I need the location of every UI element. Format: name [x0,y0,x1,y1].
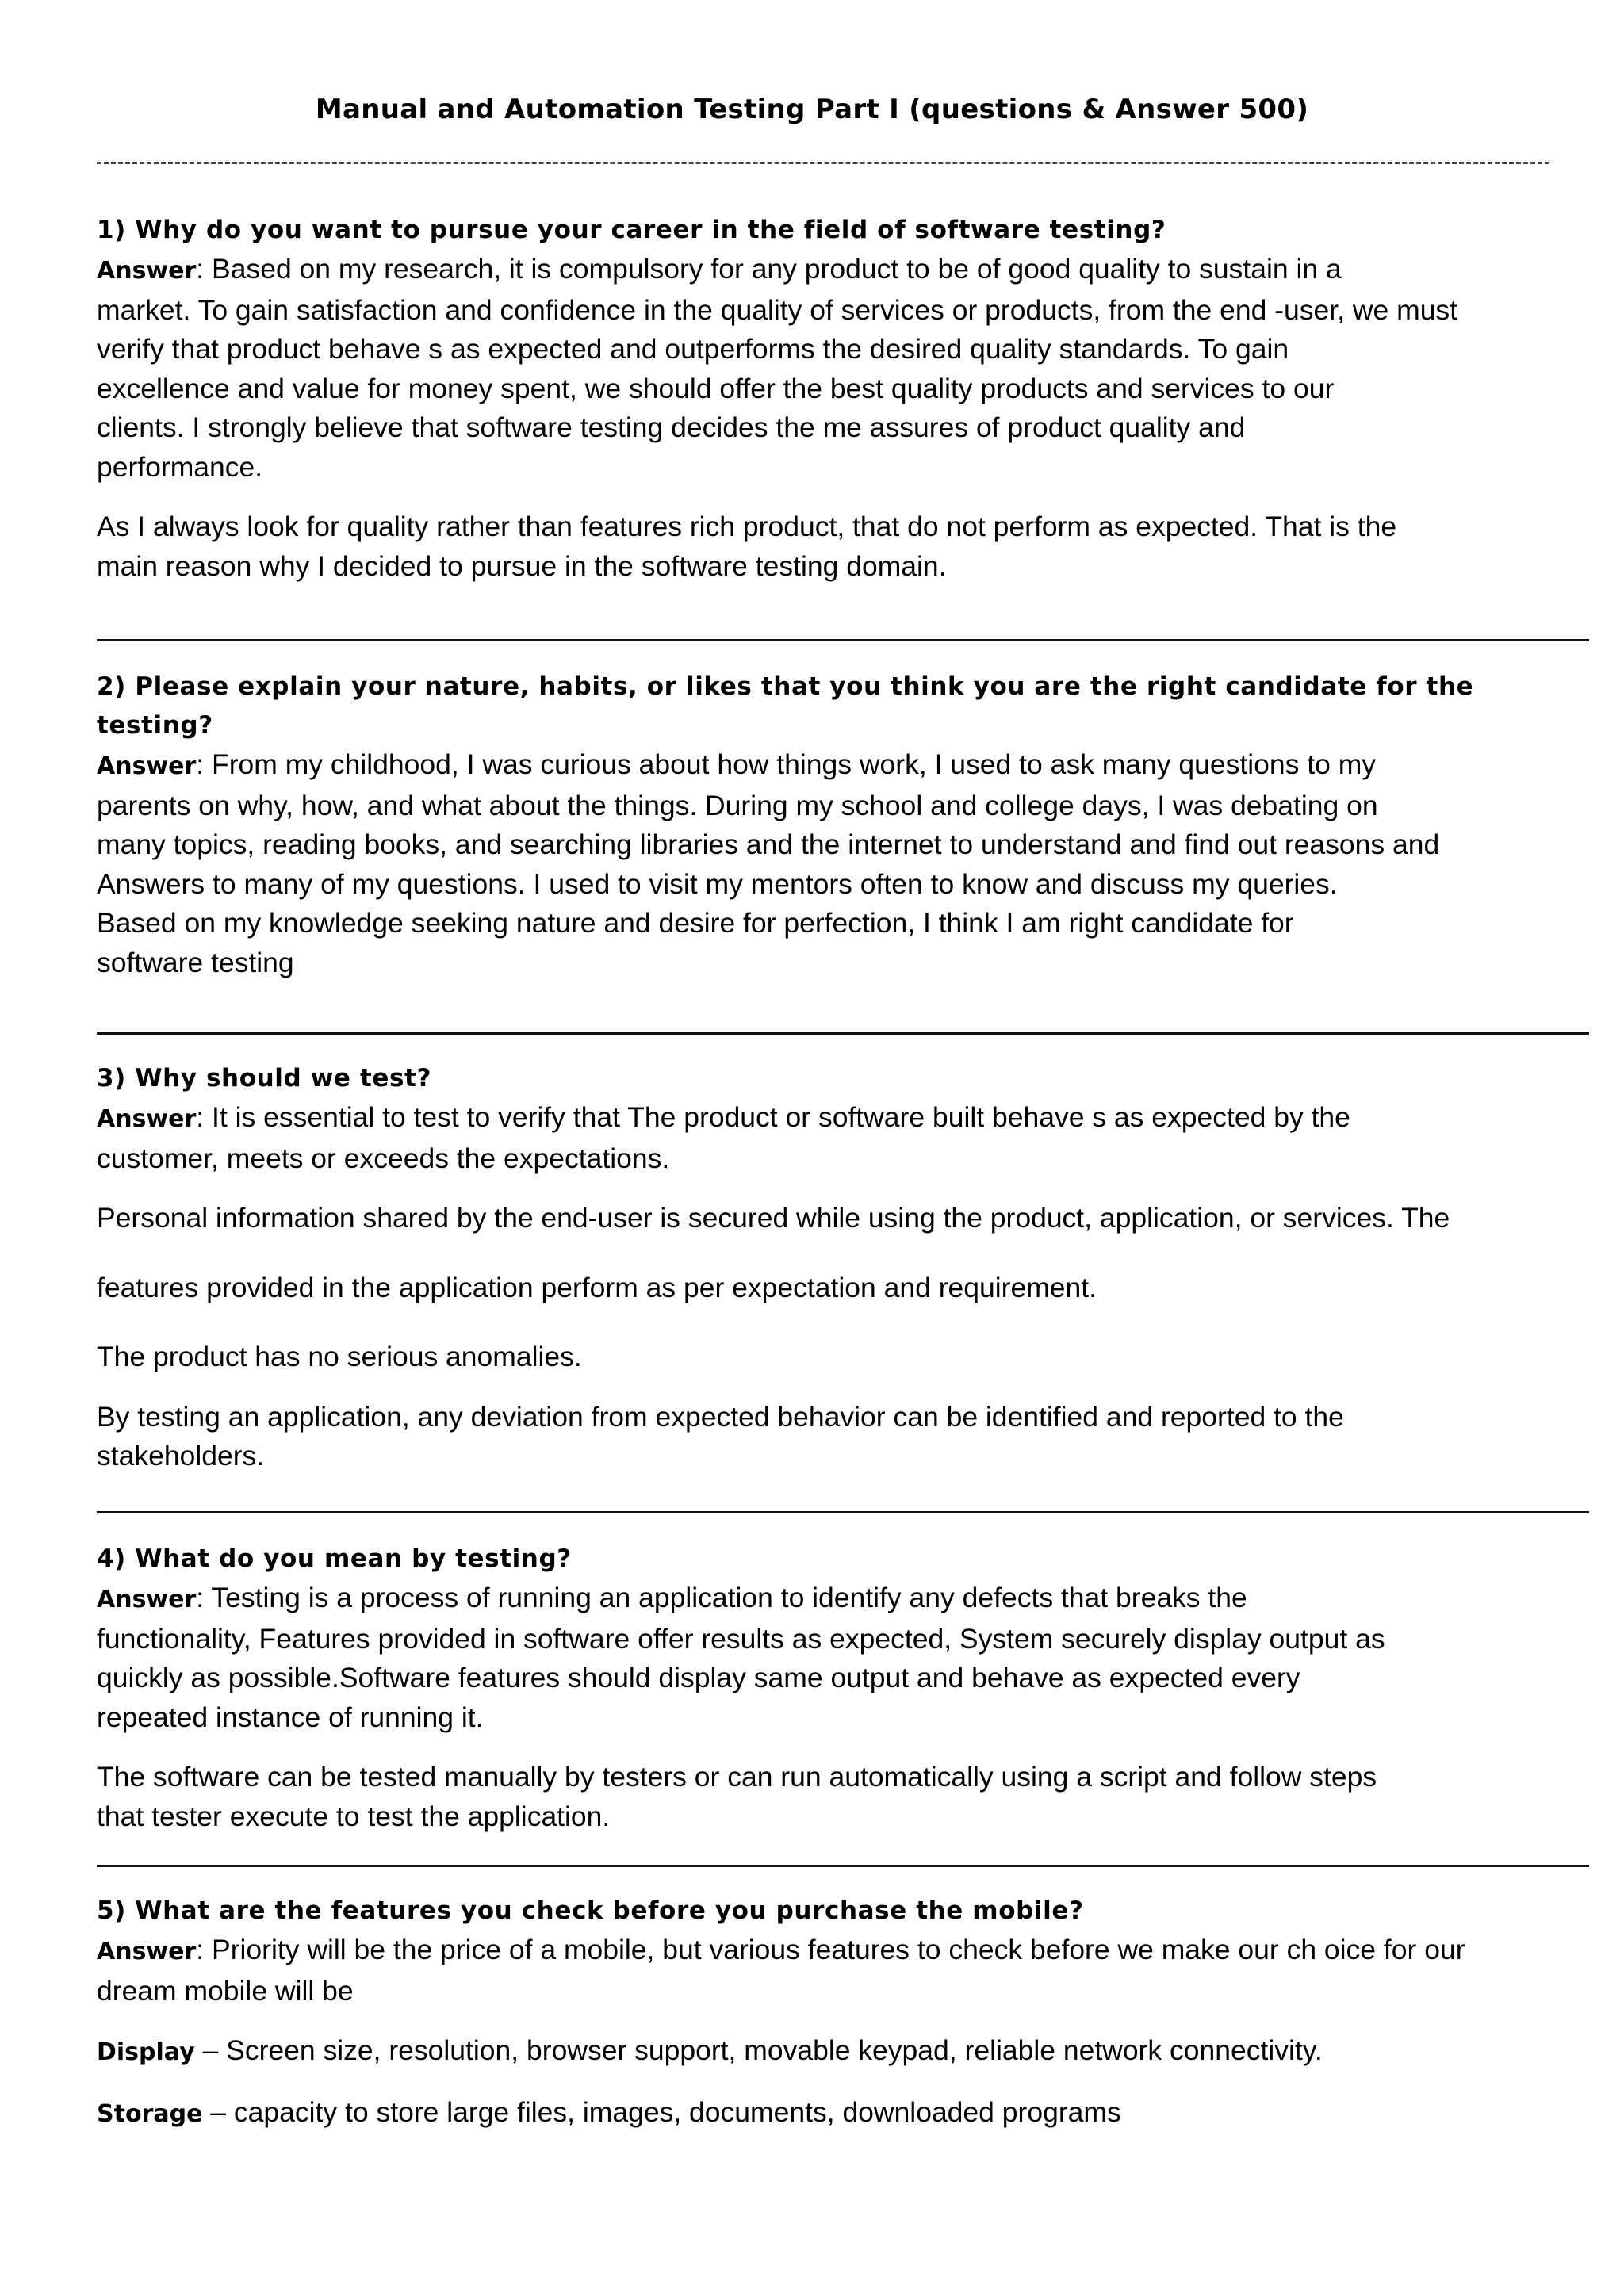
paragraph: Personal information shared by the end-user is secured while using the product, application, or services. The [97,1202,1450,1234]
dashed-separator [97,162,1549,164]
qa-section-2 [97,668,1589,1003]
answer-label: Answer [97,257,197,285]
question-4: 4) What do you mean by testing? [97,1544,572,1573]
answer-3: Answer: It is essential to test to verify that The product or software built behave s as expected by the customer, meets or exceeds the expectations. [97,1101,1350,1174]
qa-section-4 [97,1540,1589,1857]
answer-label: Answer [97,1105,197,1133]
answer-1: Answer: Based on my research, it is compulsory for any product to be of good quality to sustain in a market. To gain satisfaction and confidence in the quality of services or products, from the end -user, we must verify that product behave s as expected and outperforms the desired quality standards. To gain excellence and value for money spent, we should offer the best quality products and services to our clients. I strongly believe that software testing decides the me assures of product quality and performance. [97,253,1458,483]
answer-5: Answer: Priority will be the price of a mobile, but various features to check before we make our ch oice for our dream mobile will be [97,1934,1465,2007]
question-2: 2) Please explain your nature, habits, or likes that you think you are the right candidate for the testing? [97,672,1474,740]
feature-storage: Storage – capacity to store large files, images, documents, downloaded programs [97,2095,1121,2128]
qa-section-3 [97,1059,1589,1497]
section-divider [97,1865,1589,1867]
section-divider [97,1032,1589,1035]
paragraph: features provided in the application perform as per expectation and requirement. [97,1271,1097,1303]
answer-label: Answer [97,752,197,780]
feature-label: Storage [97,2099,203,2128]
section-divider [97,639,1589,641]
answer-label: Answer [97,1586,197,1613]
question-5: 5) What are the features you check before you purchase the mobile? [97,1896,1084,1925]
answer-label: Answer [97,1938,197,1965]
paragraph: The product has no serious anomalies. [97,1341,582,1372]
paragraph: As I always look for quality rather than features rich product, that do not perform as expected. That is the main reason why I decided to pursue in the software testing domain. [97,511,1397,582]
paragraph: The software can be tested manually by testers or can run automatically using a script and follow steps that tester execute to test the application. [97,1761,1377,1832]
section-divider [97,1511,1589,1513]
paragraph: By testing an application, any deviation from expected behavior can be identified and reported to the stakeholders. [97,1400,1344,1471]
answer-4: Answer: Testing is a process of running an application to identify any defects that breaks the functionality, Features provided in software offer results as expected, System securely display output as quickly as possible.Software features should display same output and behave as expected every repeated instance of running it. [97,1582,1385,1733]
feature-label: Display [97,2038,195,2066]
question-1: 1) Why do you want to pursue your career in the field of software testing? [97,216,1166,244]
answer-2: Answer: From my childhood, I was curious about how things work, I used to ask many questions to my parents on why, how, and what about the things. During my school and college days, I was debating on many topics, reading books, and searching libraries and the internet to understand and find out reasons and Answers to many of my questions. I used to visit my mentors often to know and discuss my queries. Based on my knowledge seeking nature and desire for perfection, I think I am right candidate for software testing [97,748,1440,978]
qa-section-1 [97,211,1589,607]
document-title: Manual and Automation Testing Part I (questions & Answer 500) [315,94,1309,125]
feature-display: Display – Screen size, resolution, browser support, movable keypad, reliable network connectivity. [97,2034,1323,2066]
question-3: 3) Why should we test? [97,1064,432,1093]
qa-section-5 [97,1892,1589,2154]
